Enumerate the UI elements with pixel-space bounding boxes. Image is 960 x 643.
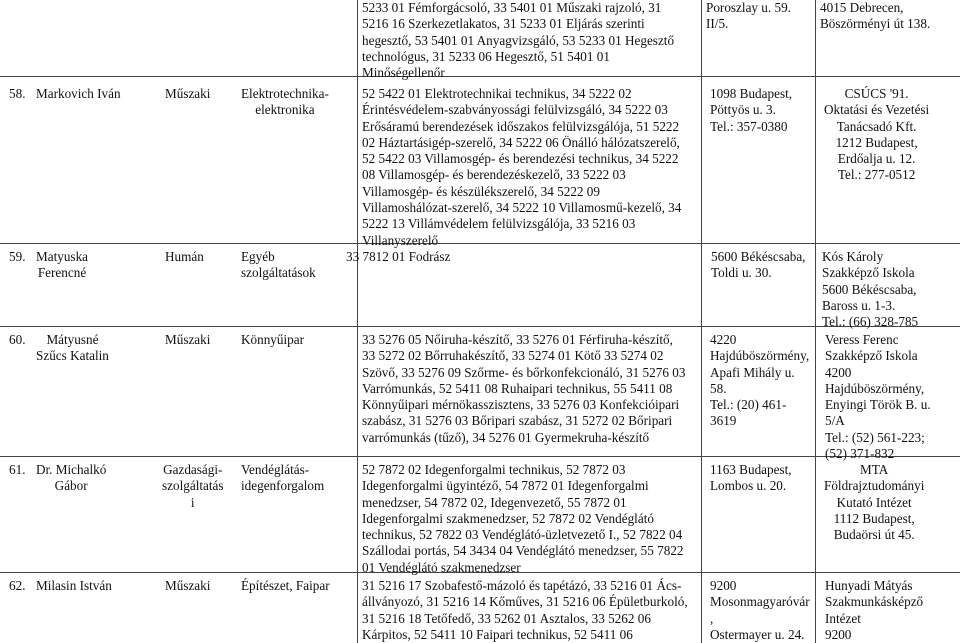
text-line: Erdőalja u. 12.: [837, 151, 916, 167]
text-line: Tel.: (66) 328-785: [822, 314, 919, 330]
text-line: 9200: [825, 626, 852, 642]
text-line: 02 Háztartásigép-szerelő, 34 5222 06 Önálló hálózatszerelő,: [362, 134, 680, 150]
text-line: Kárpitos, 52 5411 10 Faipari technikus, 52 5411 06: [362, 626, 633, 642]
text-line: Pöttyös u. 3.: [710, 102, 776, 118]
text-line: 33 7812 01 Fodrász: [346, 249, 451, 264]
text-line: Tel.: 277-0512: [837, 167, 916, 183]
text-line: Vendéglátás-: [241, 462, 310, 477]
text-line: Hajdúböszörmény,: [710, 348, 810, 364]
text-line: Szűcs Katalin: [36, 348, 109, 364]
text-line: Szövő, 33 5276 09 Szőrme- és bőrkonfekcionáló, 31 5276 03: [362, 364, 686, 380]
text-line: Erősáramú berendezések időszakos felülvizsgálója, 51 5222: [362, 118, 680, 134]
text-line: 1163 Budapest,: [710, 462, 792, 477]
text-line: Toldi u. 30.: [711, 265, 772, 281]
text-line: Tanácsadó Kft.: [836, 118, 917, 134]
text-line: Dr. Michalkó: [36, 462, 107, 477]
school-cell: [825, 332, 931, 462]
profession-cell: [241, 86, 329, 119]
row-number: 59.: [9, 249, 26, 264]
qualifications-cell: [362, 86, 681, 249]
text-line: Villamosgép- és készülékszerelő, 34 5222 09: [362, 183, 600, 199]
address-cell: [710, 462, 792, 495]
text-line: Könnyűipari mérnökasszisztens, 33 5276 03 Konfekcióipari: [362, 397, 680, 413]
text-line: Tel.: (20) 461-: [710, 397, 787, 413]
text-line: Humán: [165, 249, 204, 264]
text-line: Idegenforgalmi szakmenedzser, 52 7872 02 Vendéglátó: [362, 510, 654, 526]
text-line: Érintésvédelem-szabványossági felülvizsgáló, 34 5222 03: [362, 102, 668, 118]
text-line: technológus, 31 5233 06 Hegesztő, 51 5401 01: [362, 48, 610, 64]
text-line: Oktatási és Vezetési: [824, 102, 930, 118]
text-line: 1098 Budapest,: [710, 86, 793, 101]
text-line: 5216 16 Szerkezetlakatos, 31 5233 01 Eljárás szerinti: [362, 16, 645, 32]
profession-cell: [241, 462, 324, 495]
text-line: 5/A: [825, 413, 845, 429]
school-cell: [825, 578, 923, 643]
text-line: Böszörményi út 138.: [820, 16, 931, 32]
address-cell: [710, 578, 810, 643]
text-line: Műszaki: [165, 332, 211, 347]
person-name: [36, 332, 109, 365]
text-line: 9200: [710, 578, 737, 593]
text-line: Műszaki: [165, 86, 211, 101]
text-line: Veress Ferenc: [825, 332, 899, 347]
text-line: szolgáltatás: [162, 478, 224, 494]
text-line: Hajdúböszörmény,: [825, 380, 925, 396]
text-line: Földrajztudományi: [824, 478, 925, 494]
text-line: 52 5422 03 Villamosgép- és berendezési technikus, 34 5222: [362, 151, 679, 167]
text-line: 5222 13 Villámvédelem felülvizsgálója, 33 5216 03: [362, 216, 636, 232]
sector-cell: [162, 462, 224, 511]
text-line: Gazdasági-: [163, 462, 223, 477]
row-number: 58.: [9, 86, 26, 101]
text-line: elektronika: [255, 102, 315, 118]
text-line: hegesztő, 53 5401 01 Anyagvizsgáló, 53 5233 01 Hegesztő: [362, 32, 675, 48]
text-line: 3619: [710, 413, 737, 429]
text-line: Könnyűipar: [241, 332, 304, 347]
text-line: Intézet: [825, 610, 861, 626]
text-line: Lombos u. 20.: [710, 478, 787, 494]
text-line: 08 Villamosgép- és berendezéskezelő, 33 5222 03: [362, 167, 626, 183]
text-line: menedzser, 54 7872 02, Idegenvezető, 55 7872 01: [362, 494, 627, 510]
text-line: (52) 371-832: [825, 446, 895, 462]
text-line: Minőségellenőr: [362, 65, 445, 81]
qualifications-cell: [346, 249, 450, 265]
text-line: Hunyadi Mátyás: [825, 578, 913, 593]
text-line: Apafi Mihály u.: [710, 364, 795, 380]
text-line: Ostermayer u. 24.: [710, 626, 805, 642]
text-line: 31 5216 17 Szobafestő-mázoló és tapétázó, 33 5216 01 Ács-: [362, 578, 682, 593]
column-divider: [815, 0, 816, 643]
text-line: Építészet, Faipar: [241, 578, 330, 593]
text-line: Műszaki: [165, 578, 211, 593]
text-line: ,: [710, 610, 714, 626]
person-name: [36, 249, 88, 282]
text-line: Szakképző Iskola: [825, 348, 918, 364]
text-line: Villamoshálózat-szerelő, 34 5222 10 Villamosmű-kezelő, 34: [362, 200, 682, 216]
school-cell: [820, 0, 930, 33]
text-line: 5233 01 Fémforgácsoló, 33 5401 01 Műszaki rajzoló, 31: [362, 0, 662, 15]
text-line: i: [190, 494, 195, 510]
text-line: Szakmunkásképző: [825, 594, 924, 610]
row-number: 60.: [9, 332, 26, 347]
text-line: 33 5272 02 Bőrruhakészítő, 33 5274 01 Kötő 33 5274 02: [362, 348, 664, 364]
column-divider: [357, 0, 358, 643]
text-line: 31 5216 18 Tetőfedő, 33 5262 01 Asztalos, 33 5262 06: [362, 610, 651, 626]
text-line: 4200: [825, 364, 852, 380]
text-line: Milasin István: [36, 578, 112, 593]
row-number: 62.: [9, 578, 26, 593]
text-line: 33 5276 05 Nőiruha-készítő, 33 5276 01 Férfiruha-készítő,: [362, 332, 673, 347]
text-line: 1112 Budapest,: [833, 510, 915, 526]
qualifications-cell: [362, 578, 688, 643]
sector-cell: [165, 86, 210, 102]
text-line: II/5.: [706, 16, 729, 32]
school-cell: [824, 462, 924, 543]
person-name: [36, 86, 121, 102]
text-line: Kutató Intézet: [836, 494, 912, 510]
text-line: Elektrotechnika-: [241, 86, 329, 101]
text-line: Ferencné: [37, 265, 87, 281]
text-line: Idegenforgalmi ügyintéző, 54 7872 01 Idegenforgalmi: [362, 478, 649, 494]
text-line: Budaörsi út 45.: [833, 527, 915, 543]
sector-cell: [165, 578, 210, 594]
text-line: idegenforgalom: [241, 478, 325, 494]
row-number: 61.: [9, 462, 26, 477]
text-line: Gábor: [54, 478, 88, 494]
text-line: szolgáltatások: [241, 265, 316, 281]
text-line: Kós Károly: [822, 249, 884, 264]
address-cell: [710, 332, 809, 430]
text-line: Varrómunkás, 52 5411 08 Ruhaipari technikus, 55 5411 08: [362, 380, 673, 396]
profession-cell: [241, 249, 316, 282]
text-line: Szállodai portás, 54 3434 04 Vendéglátó menedzser, 55 7822: [362, 543, 684, 559]
qualifications-cell: [362, 332, 685, 446]
text-line: Mátyusné: [46, 332, 99, 347]
profession-cell: [241, 332, 304, 348]
text-line: Markovich Iván: [36, 86, 121, 101]
text-line: Tel.: (52) 561-223;: [825, 429, 925, 445]
school-cell: [822, 249, 918, 330]
sector-cell: [165, 249, 204, 265]
text-line: Matyuska: [36, 249, 89, 264]
text-line: CSÚCS '91.: [844, 86, 909, 101]
person-name: [36, 578, 112, 594]
text-line: 1212 Budapest,: [835, 134, 918, 150]
text-line: Baross u. 1-3.: [822, 297, 896, 313]
row-divider: [0, 456, 960, 457]
text-line: Mosonmagyaróvár: [710, 594, 810, 610]
text-line: 4015 Debrecen,: [820, 0, 904, 15]
text-line: szabász, 31 5276 03 Bőripari szabász, 31 5272 02 Bőripari: [362, 413, 673, 429]
text-line: 58.: [710, 380, 727, 396]
text-line: 4220: [710, 332, 737, 347]
person-name: [36, 462, 106, 495]
text-line: Tel.: 357-0380: [710, 118, 788, 134]
row-divider: [0, 326, 960, 327]
text-line: 01 Vendéglátó szakmenedzser: [362, 559, 521, 575]
sector-cell: [165, 332, 210, 348]
address-cell: [710, 86, 792, 135]
qualifications-cell: [362, 462, 684, 576]
text-line: Szakképző Iskola: [822, 265, 915, 281]
qualifications-cell: [362, 0, 674, 81]
text-line: MTA: [860, 462, 889, 477]
text-line: Villanyszerelő: [362, 232, 439, 248]
text-line: Egyéb: [241, 249, 275, 264]
column-divider: [701, 0, 702, 643]
text-line: 52 7872 02 Idegenforgalmi technikus, 52 7872 03: [362, 462, 626, 477]
text-line: 5600 Békéscsaba,: [822, 281, 917, 297]
text-line: 52 5422 01 Elektrotechnikai technikus, 34 5222 02: [362, 86, 632, 101]
text-line: technikus, 52 7822 03 Vendéglátó-üzletvezető I., 52 7822 04: [362, 527, 683, 543]
address-cell: [711, 249, 805, 282]
school-cell: [824, 86, 929, 184]
text-line: varrómunkás (tűző), 34 5276 01 Gyermekruha-készítő: [362, 429, 650, 445]
text-line: 5600 Békéscsaba,: [711, 249, 806, 264]
text-line: állványozó, 31 5216 14 Kőműves, 31 5216 06 Épületburkoló,: [362, 594, 688, 610]
address-cell: [706, 0, 791, 33]
text-line: Enyingi Török B. u.: [825, 397, 931, 413]
profession-cell: [241, 578, 330, 594]
text-line: Poroszlay u. 59.: [706, 0, 791, 15]
